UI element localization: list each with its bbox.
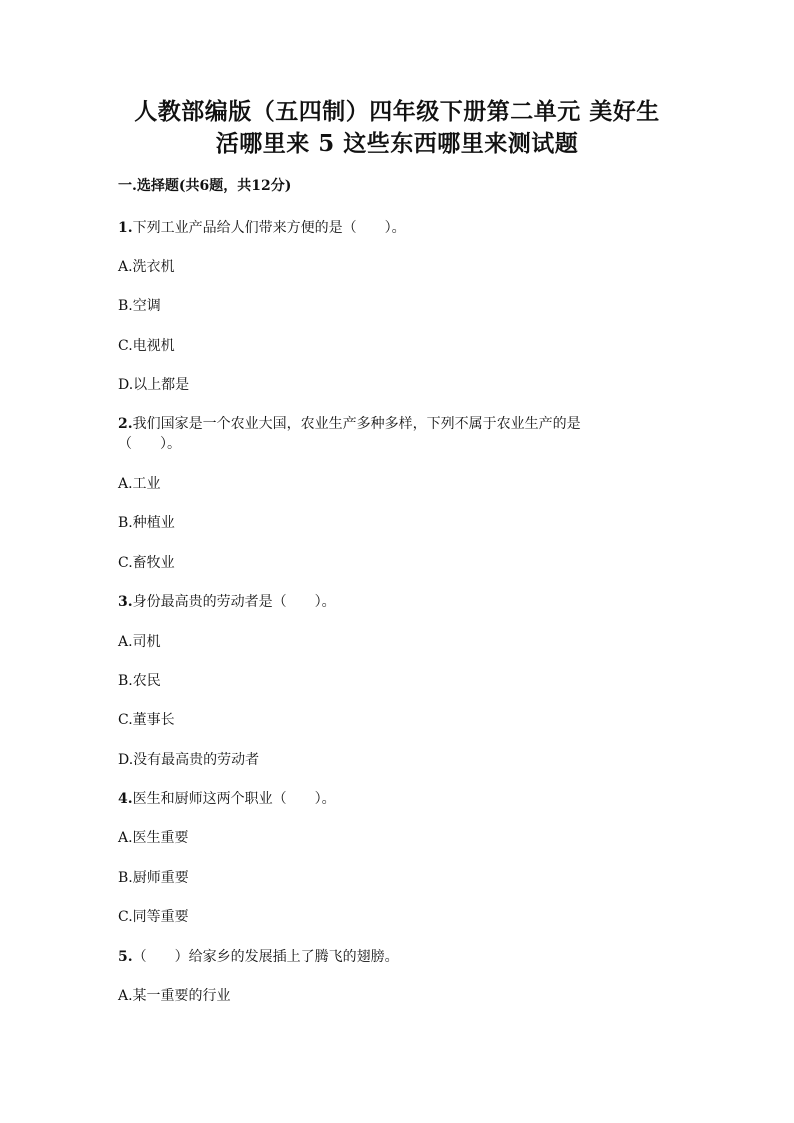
option-4b: B.厨师重要: [118, 870, 189, 886]
question-3: [118, 592, 336, 612]
page-title-line-2: 活哪里来 5 这些东西哪里来测试题: [215, 130, 579, 157]
page-title-line-1: 人教部编版（五四制）四年级下册第二单元 美好生: [134, 98, 660, 125]
option-3c: C.董事长: [118, 712, 175, 728]
option-1c: C.电视机: [118, 338, 175, 354]
question-4: [118, 789, 336, 809]
question-text: （ ）给家乡的发展插上了腾飞的翅膀。: [132, 949, 399, 965]
option-1a: A.洗衣机: [118, 259, 175, 275]
question-text: 身份最高贵的劳动者是（ ）。: [132, 594, 336, 610]
question-number: 3.: [118, 594, 133, 610]
option-3b: B.农民: [118, 673, 161, 689]
question-2: [118, 414, 581, 434]
option-2b: B.种植业: [118, 515, 175, 531]
option-1b: B.空调: [118, 298, 161, 314]
section-heading: 一.选择题(共6题，共12分): [118, 178, 292, 194]
option-4c: C.同等重要: [118, 909, 189, 925]
question-1: [118, 218, 406, 238]
question-number: 2.: [118, 416, 133, 432]
option-2a: A.工业: [118, 476, 161, 492]
option-4a: A.医生重要: [118, 830, 189, 846]
option-1d: D.以上都是: [118, 377, 190, 393]
question-number: 4.: [118, 791, 133, 807]
question-text: 我们国家是一个农业大国，农业生产多种多样，下列不属于农业生产的是: [132, 416, 581, 432]
option-2c: C.畜牧业: [118, 555, 175, 571]
question-number: 5.: [118, 949, 133, 965]
question-number: 1.: [118, 220, 133, 236]
option-3d: D.没有最高贵的劳动者: [118, 752, 260, 768]
question-text: 医生和厨师这两个职业（ ）。: [132, 791, 336, 807]
question-text: 下列工业产品给人们带来方便的是（ ）。: [132, 220, 406, 236]
option-3a: A.司机: [118, 634, 161, 650]
question-5: [118, 947, 399, 967]
option-5a: A.某一重要的行业: [118, 988, 231, 1004]
question-2-continuation: （ ）。: [118, 436, 181, 452]
